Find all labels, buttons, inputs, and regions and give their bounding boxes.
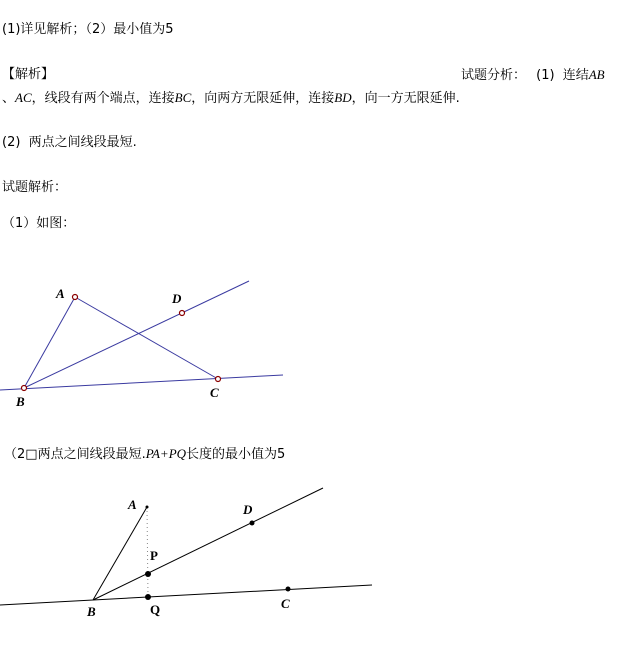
analysis-intro-text: 连结 [562, 68, 589, 83]
solution-part2-text: 两点之间线段最短. [37, 447, 146, 462]
point-b [22, 386, 27, 391]
point-d [180, 311, 185, 316]
answer-part1-number: (1) [2, 22, 21, 37]
segment-ba-2 [93, 507, 147, 600]
point-a [73, 295, 78, 300]
point-p [145, 571, 151, 577]
solution-part2-prefix: （2 [4, 447, 26, 462]
label-d-2: D [243, 502, 253, 517]
analysis-line2-a: ，线段有两个端点，连接 [31, 91, 175, 106]
label-p: P [150, 548, 158, 563]
point-a-2 [146, 506, 149, 509]
perpendicular-dashed [147, 507, 148, 598]
line-bc [0, 375, 283, 390]
solution-part2 [4, 446, 285, 463]
analysis-point2 [2, 135, 137, 151]
figure-2-points [145, 506, 291, 601]
point-d-2 [250, 521, 255, 526]
figure-1 [0, 270, 630, 420]
line-bc-2 [0, 585, 372, 605]
solution-part2-expr: PA+PQ [145, 446, 187, 461]
analysis-point2-number: (2) [2, 135, 21, 150]
analysis-point2-text: 两点之间线段最短. [28, 135, 137, 150]
segment-ac [75, 297, 218, 379]
analysis-intro-number: (1) [536, 68, 555, 83]
point-q [145, 594, 151, 600]
figure-1-lines [0, 281, 283, 390]
point-c [216, 377, 221, 382]
label-d: D [172, 291, 182, 306]
analysis-intro [461, 67, 605, 84]
answer-part2-text: 最小值为5 [113, 22, 174, 37]
analysis-line2-bd: BD [334, 90, 352, 105]
analysis-line2-bc: BC [174, 90, 192, 105]
answer-part2-number: （2） [85, 22, 114, 37]
label-a-2: A [128, 497, 137, 512]
label-q: Q [150, 602, 161, 617]
point-c-2 [286, 587, 291, 592]
solution-label: 试题解析： [2, 180, 68, 195]
answer-part1-text: 详见解析； [20, 22, 86, 37]
figure-2-lines [0, 488, 372, 605]
label-c: C [210, 385, 219, 400]
answer-line [2, 22, 174, 38]
analysis-heading: 【解析】 [2, 67, 55, 82]
analysis-line2-sep: 、 [2, 91, 16, 106]
analysis-line2-ac: AC [15, 90, 32, 105]
label-c-2: C [281, 596, 290, 611]
analysis-line2 [2, 90, 460, 107]
solution-part2-box: □ [25, 447, 38, 462]
solution-part2-suffix: 长度的最小值为5 [186, 447, 286, 462]
analysis-intro-ab: AB [588, 67, 605, 82]
analysis-line2-b: ，向两方无限延伸，连接 [191, 91, 335, 106]
analysis-intro-label: 试题分析： [461, 68, 527, 83]
label-b: B [16, 394, 25, 409]
solution-part1: （1）如图： [2, 216, 76, 231]
label-b-2: B [87, 604, 96, 619]
analysis-line2-c: ，向一方无限延伸. [351, 91, 460, 106]
label-a: A [56, 286, 65, 301]
segment-ab [24, 297, 75, 388]
figure-2 [0, 480, 630, 660]
